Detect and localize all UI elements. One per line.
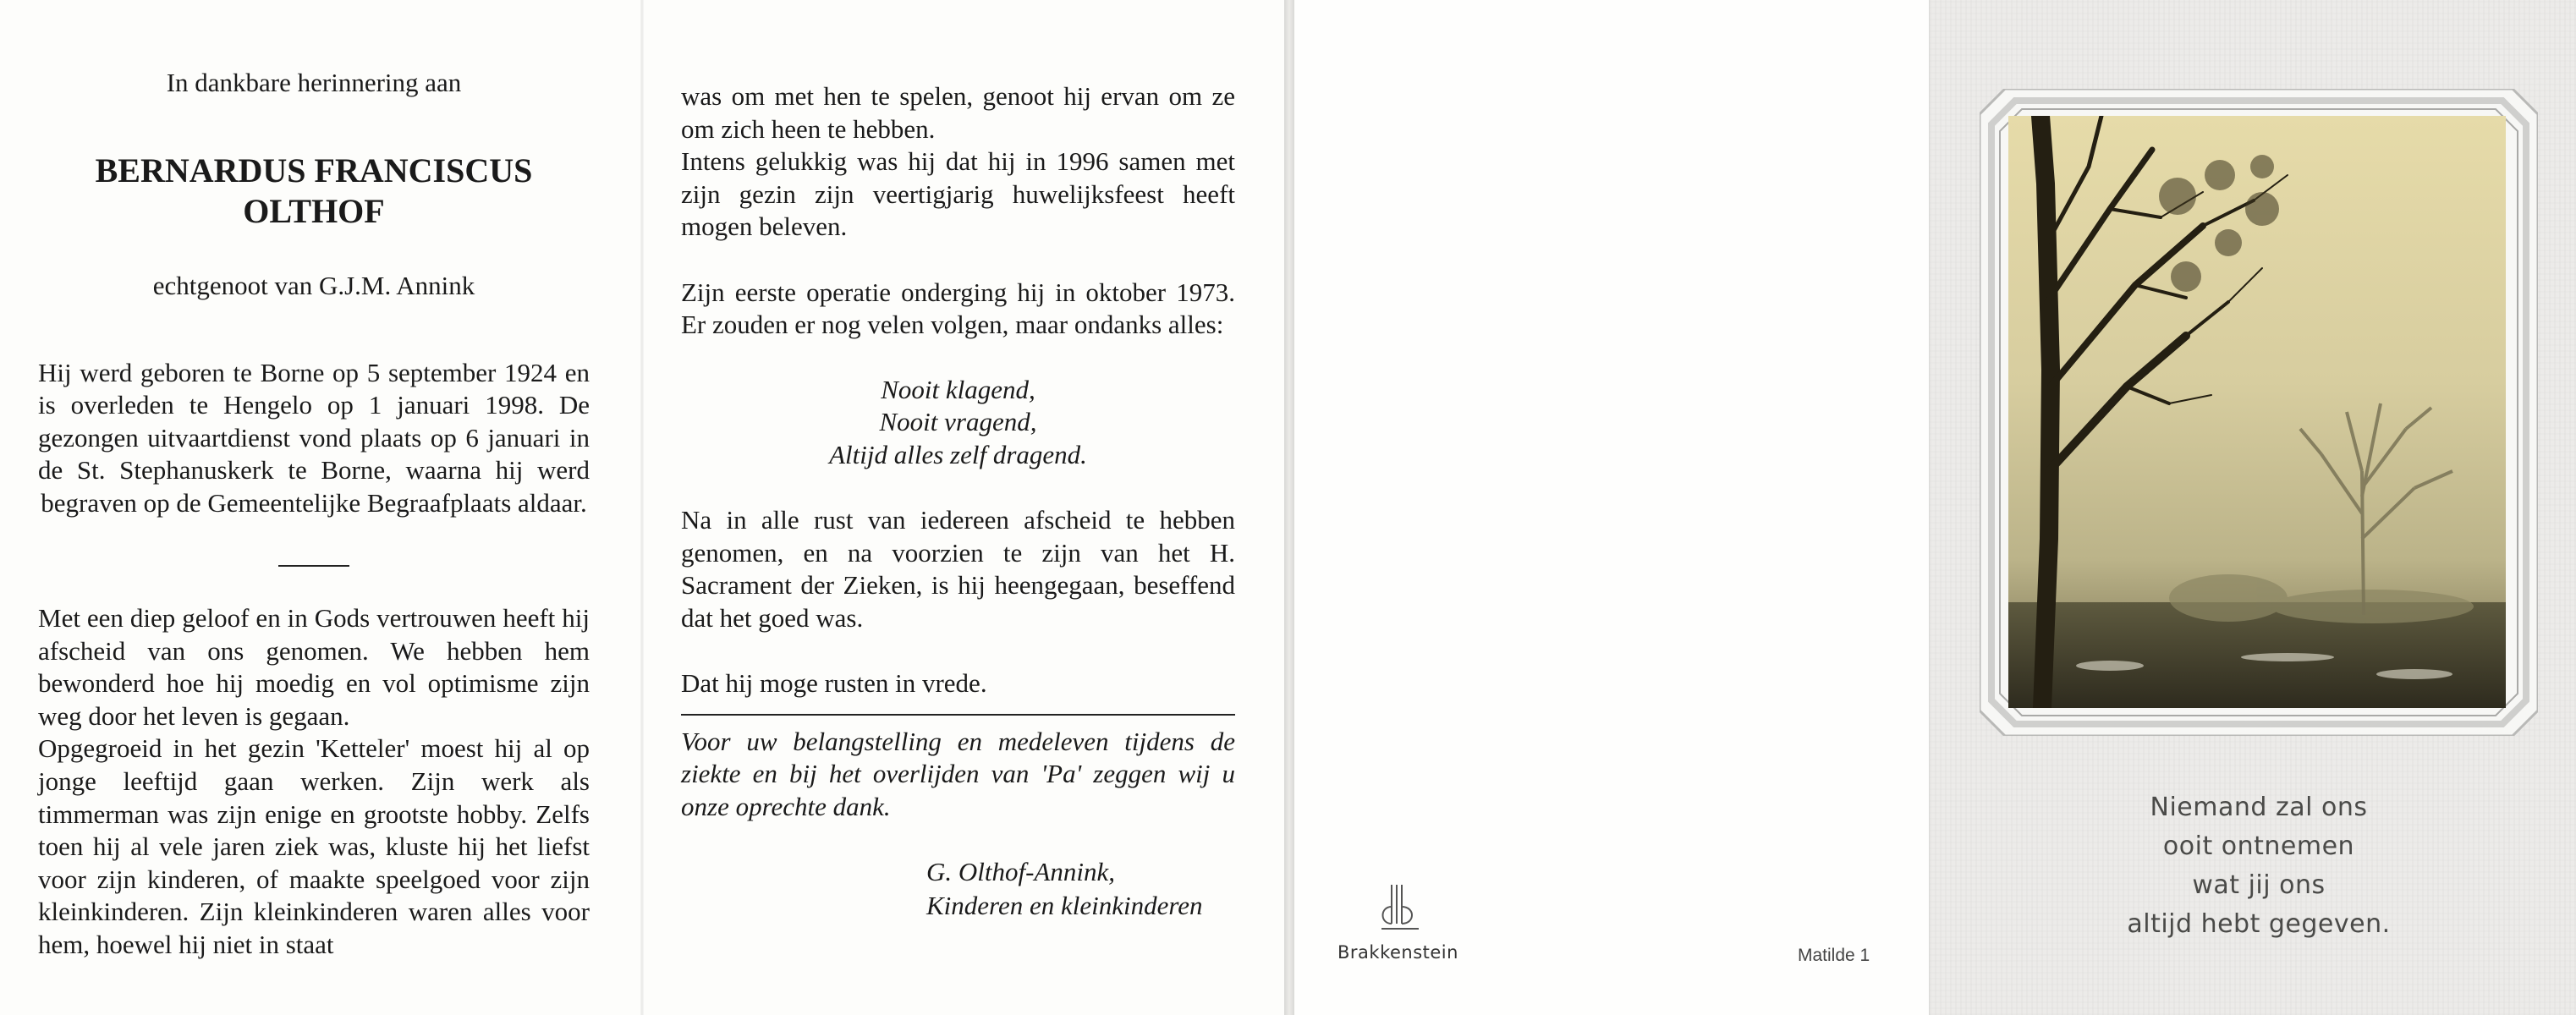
publisher-name: Brakkenstein	[1337, 942, 1458, 963]
signature	[926, 855, 1235, 923]
sheet-gap	[1284, 0, 1294, 1015]
quote-line: ooit ontnemen	[2162, 831, 2355, 861]
middle-panel	[681, 80, 1235, 923]
publisher-logo-icon	[1375, 881, 1425, 934]
paragraph-faith: Met een diep geloof en in Gods vertrouwen heeft hij afscheid van ons genomen. We hebben hem bewonderd hoe hij moedig en vol optimisme zijn weg door het leven is gegaan.	[38, 603, 590, 731]
paragraph-life: Opgegroeid in het gezin 'Ketteler' moest hij al op jonge leeftijd gaan werken. Zijn werk als timmerman was zijn enige en grootste hobby. Zelfs toen hij al vele jaren ziek was, kluste hij het liefst voor zijn kinderen, of maakte speelgoed voor zijn kleinkinderen. Zijn kleinkinderen waren alles voor hem, hoewel hij niet in staat	[38, 733, 590, 959]
quote-line: altijd hebt gegeven.	[2127, 909, 2391, 939]
spouse-text: echtgenoot van G.J.M. Annink	[152, 271, 475, 300]
poem-line: Nooit klagend,	[881, 374, 1035, 404]
paragraph-farewell: Na in alle rust van iedereen afscheid te hebben genomen, en na voorzien te zijn van het H. Sacrament der Zieken, is hij heengegaan, beseffend dat het goed was.	[681, 505, 1235, 633]
quote-line: wat jij ons	[2192, 870, 2326, 900]
name-line-2: OLTHOF	[243, 192, 385, 230]
poem-line: Nooit vragend,	[879, 407, 1037, 437]
paragraph-operation: Zijn eerste operatie onderging hij in oktober 1973. Er zouden er nog velen volgen, maar ondanks alles:	[681, 277, 1235, 340]
left-panel	[38, 68, 590, 962]
intro-text: In dankbare herinnering aan	[166, 68, 462, 97]
cover-quote	[2018, 788, 2500, 944]
fold-line	[640, 0, 644, 1015]
paragraph-rest-in-peace: Dat hij moge rusten in vrede.	[681, 668, 987, 699]
poem	[681, 374, 1235, 472]
signature-line-2: Kinderen en kleinkinderen	[926, 891, 1203, 921]
card-code: Matilde 1	[1798, 946, 1870, 965]
deceased-name	[38, 151, 590, 232]
thanks-rule	[681, 714, 1235, 716]
quote-line: Niemand zal ons	[2150, 793, 2368, 822]
signature-line-1: G. Olthof-Annink,	[926, 857, 1115, 887]
paragraph-grandchildren: was om met hen te spelen, genoot hij ervan om ze om zich heen te hebben.	[681, 81, 1235, 144]
section-divider	[278, 565, 349, 567]
paragraph-anniversary: Intens gelukkig was hij dat hij in 1996 samen met zijn gezin zijn veertigjarig huwelijksfeest heeft mogen beleven.	[681, 146, 1235, 242]
poem-line: Altijd alles zelf dragend.	[829, 439, 1087, 469]
thanks-text: Voor uw belangstelling en medeleven tijdens de ziekte en bij het overlijden van 'Pa' zeggen wij u onze oprechte dank.	[681, 726, 1235, 821]
bio-paragraph: Hij werd geboren te Borne op 5 september 1924 en is overleden te Hengelo op 1 januari 1998. De gezongen uitvaartdienst vond plaats op 6 januari in de St. Stephanuskerk te Borne, waarna hij werd begraven op de Gemeentelijke Begraafplaats aldaar.	[38, 358, 590, 518]
landscape-photo	[2008, 116, 2506, 708]
name-line-1: BERNARDUS FRANCISCUS	[95, 151, 533, 189]
